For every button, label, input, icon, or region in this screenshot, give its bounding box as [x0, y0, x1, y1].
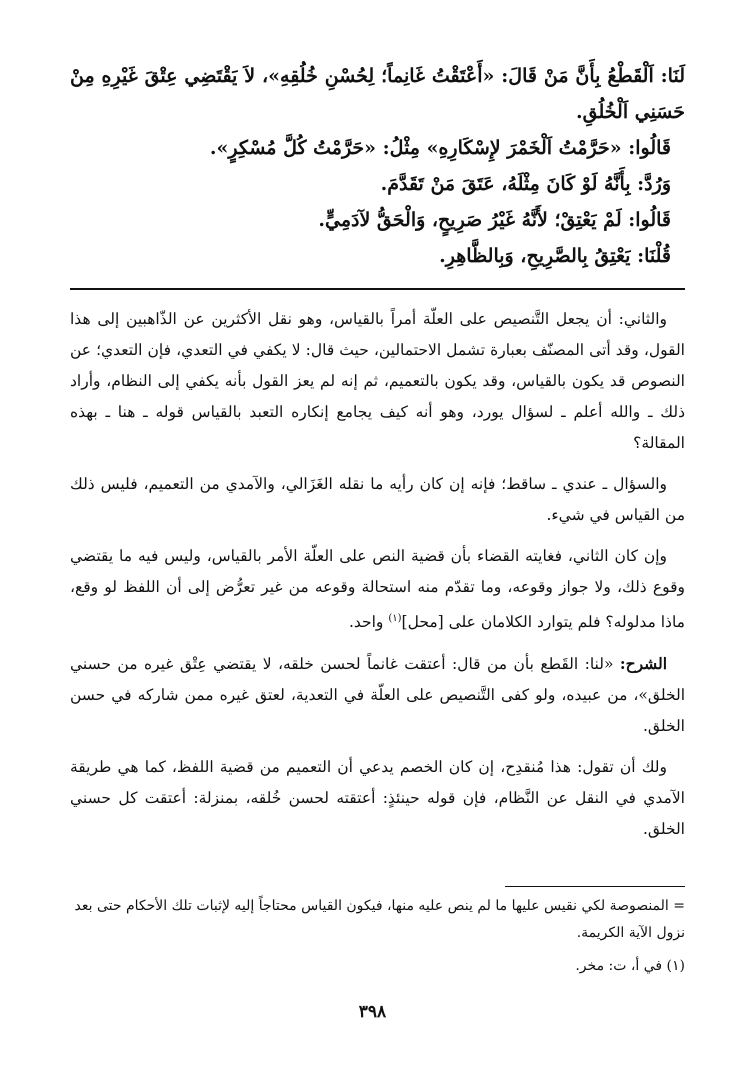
matn-line-1: لَنَا: اَلْقَطْعُ بِأَنَّ مَنْ قَالَ: «أَعْتَقْتُ غَانِماً؛ لِحُسْنِ خُلُقِهِ»، لاَ يَقْتَضِي عِتْقَ غَيْرِهِ مِنْ حَسَنِي اَلْخُلُقِ.: [70, 65, 685, 123]
matn-line-3: وَرُدَّ: بِأَنَّهُ لَوْ كَانَ مِثْلَهُ، عَتَقَ مَنْ تَقَدَّمَ.: [380, 173, 671, 195]
matn-text: [70, 58, 685, 274]
matn-line-2: قَالُوا: «حَرَّمْتُ اَلْخَمْرَ لإِسْكَارِهِ» مِثْلُ: «حَرَّمْتُ كُلَّ مُسْكِرٍ».: [209, 137, 671, 159]
page-number: ٣٩٨: [358, 1002, 387, 1022]
footnote-1: (١) في أ، ت: مخر.: [575, 958, 685, 974]
sharh-label: الشرح:: [619, 654, 667, 674]
footnote-divider: [505, 886, 685, 887]
commentary-paragraph-4: [70, 648, 685, 742]
matn-line-5: قُلْنَا: يَعْتِقُ بِالصَّرِيحِ، وَبِالظَّاهِرِ.: [439, 245, 671, 267]
page-body: [70, 58, 685, 855]
commentary-paragraph-3-end: واحد.: [348, 613, 389, 632]
footnote-continued: = المنصوصة لكي نقيس عليها ما لم ينص عليه منها، فيكون القياس محتاجاً إليه لإثبات تلك الأحكام حتى بعد نزول الآية الكريمة.: [74, 898, 685, 941]
commentary-paragraph-1: والثاني: أن يجعل التَّنصيص على العلّة أمراً بالقياس، وهو نقل الأكثرين عن الذّاهبين إلى هذا القول، وقد أتى المصنّف بعبارة تشمل الاحتمالين، حيث قال: لا يكفي في التعدي، فإن التعدي؛ عن النصوص قد يكون بالقياس، وقد يكون بالتعميم، ثم إنه لم يعز القول بأنه يكفي إلى النظام، وأراد ذلك ـ والله أعلم ـ لسؤال يورد، وهو أنه كيف يجامع إنكاره التعبد بالقياس قوله ـ هنا ـ بهذه المقالة؟: [70, 310, 685, 452]
footnote-reference: (١): [388, 613, 402, 624]
section-divider: [70, 288, 685, 290]
commentary-text: [70, 304, 685, 845]
commentary-paragraph-4-text: «لنا: القَطع بأن من قال: أعتقت غانماً لحسن خلقه، لا يقتضي عِتْق غيره من حسني الخلق»، من عبيده، ولو كفى التَّنصيص على العلّة في التعدية، لعتق غيره ممن شاركه في حسن الخلق.: [70, 655, 685, 736]
commentary-paragraph-2: والسؤال ـ عندي ـ ساقط؛ فإنه إن كان رأيه ما نقله الغَزَالي، والآمدي من التعميم، فليس ذلك من القياس في شيء.: [70, 475, 685, 524]
footnotes: [70, 886, 685, 986]
matn-line-4: قَالُوا: لَمْ يَعْتِقْ؛ لأَنَّهُ غَيْرُ صَرِيحٍ، وَالْحَقُّ لآدَمِيٍّ.: [318, 209, 671, 231]
commentary-paragraph-5: ولك أن تقول: هذا مُنقدِح، إن كان الخصم يدعي أن التعميم من قضية اللفظ، كما هي طريقة الآمدي في النقل عن النَّظام، فإن قوله حينئذٍ: أعتقته لحسن خُلقه، بمنزلة: أعتقت كل حسني الخلق.: [70, 758, 685, 839]
commentary-paragraph-3: [70, 541, 685, 638]
commentary-paragraph-3-text: وإن كان الثاني، فغايته القضاء بأن قضية النص على العلّة الأمر بالقياس، وليس فيه ما يقتضي وقوع ذلك، ولا جواز وقوعه، وما تقدّم منه استحالة وقوعه من غير تعرُّض إلى أن اللفظ لو وقع، ماذا مدلوله؟ فلم يتوارد الكلامان على [محل]: [70, 547, 685, 632]
